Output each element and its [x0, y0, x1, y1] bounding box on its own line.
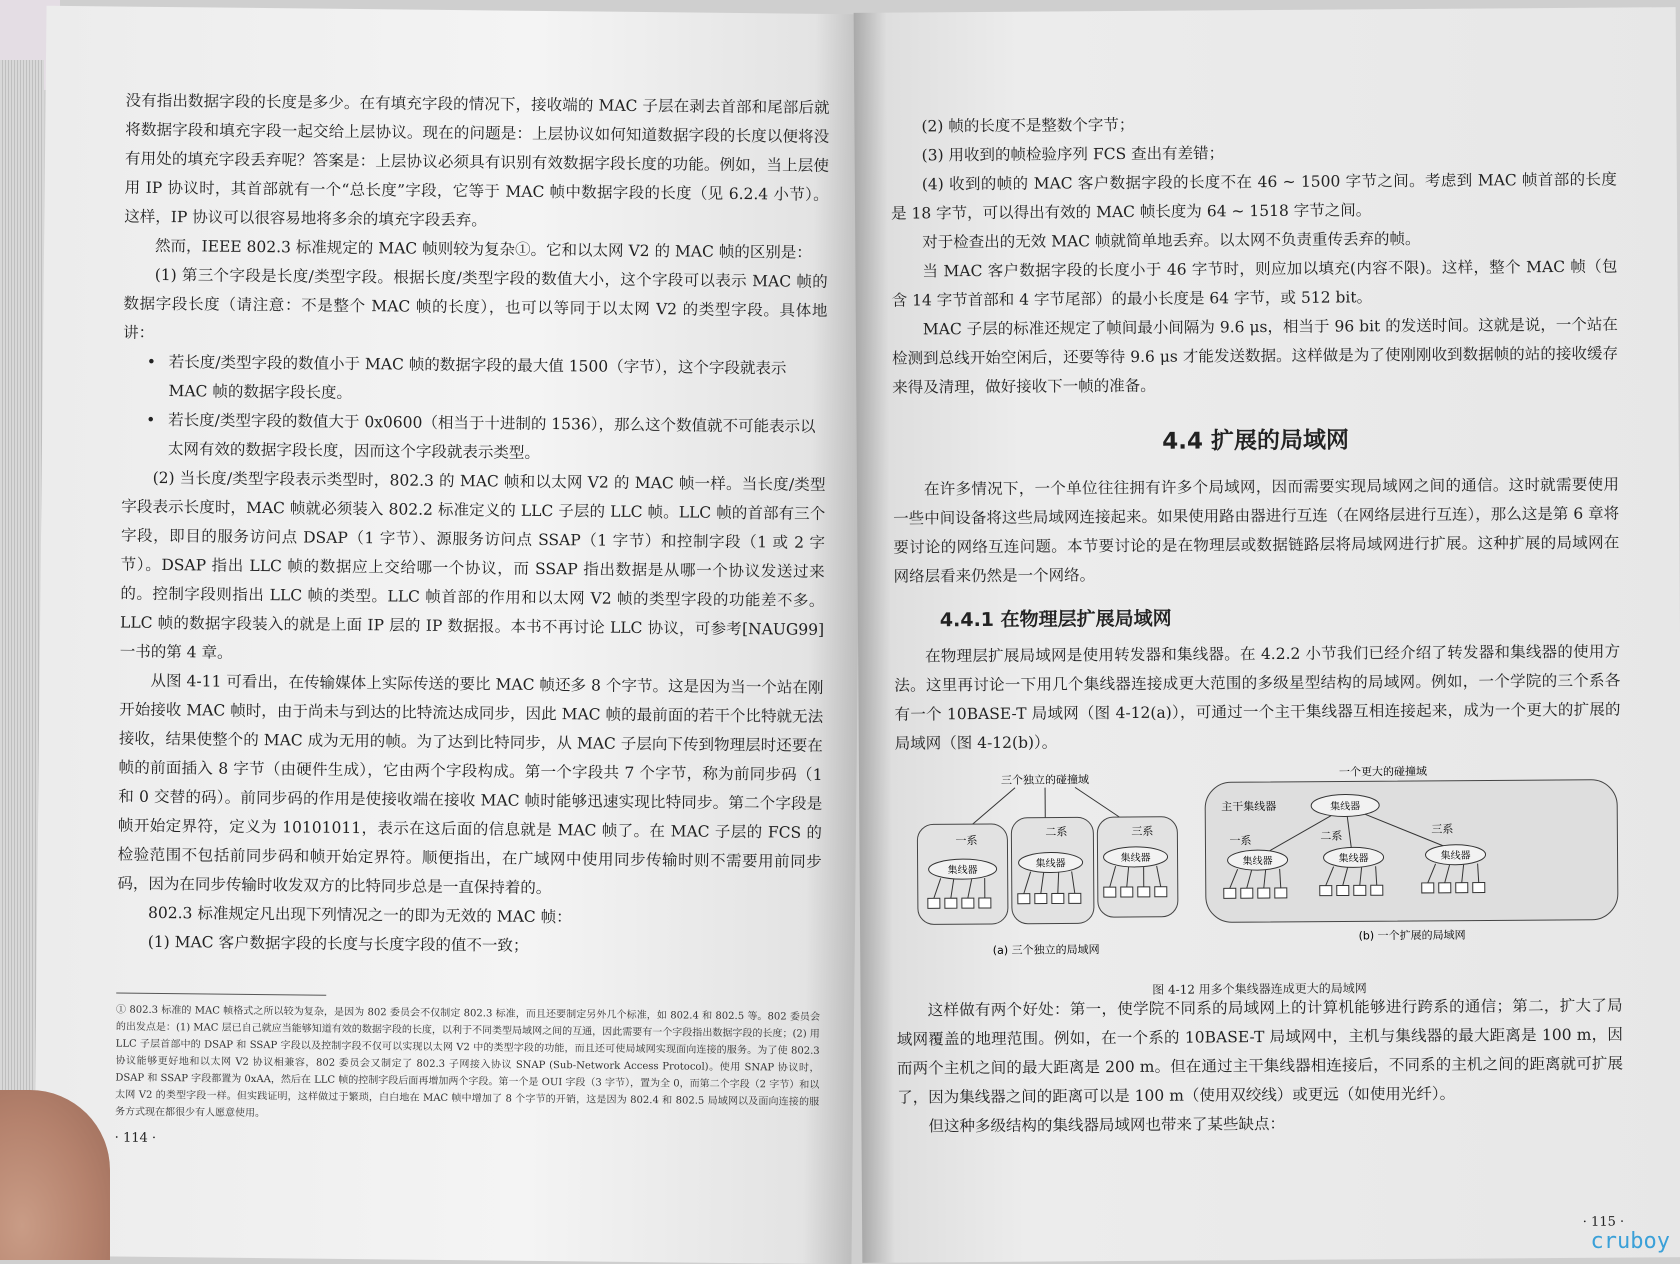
right-item-4: (4) 收到的帧的 MAC 客户数据字段的长度不在 46 ~ 1500 字节之间。考虑到 MAC 帧首部的长度是 18 字节，可以得出有效的 MAC 帧长度为 64 ~ 1518 字节之间。: [891, 166, 1617, 229]
hub-label: 集线器: [1440, 849, 1470, 862]
fig-a-caption: (a) 三个独立的局域网: [993, 942, 1100, 957]
pointer-line: [1075, 787, 1125, 821]
fig-b-caption: (b) 一个扩展的局域网: [1359, 928, 1466, 943]
page-number-left: · 114 ·: [115, 1131, 819, 1153]
dept-label: 二系: [1320, 828, 1342, 842]
right-paragraph-drawbacks: 但这种多级结构的集线器局域网也带来了某些缺点：: [897, 1108, 1623, 1142]
left-paragraph-1: 没有指出数据字段的长度是多少。在有填充字段的情况下，接收端的 MAC 子层在剥去首部和尾部后就将数据字段和填充字段一起交给上层协议。现在的问题是：上层协议如何知道数据字段的长度以便将没有用处的填充字段丢弃呢？答案是：上层协议必须具有识别有效数据字段长度的功能。例如，当上层使用 IP 协议时，其首部就有一个“总长度”字段，它等于 MAC 帧中数据字段的长度（见 6.2.4 小节）。这样，IP 协议可以很容易地将多余的填充字段丢弃。: [124, 87, 829, 239]
right-item-2: (2) 帧的长度不是整数个字节；: [890, 108, 1616, 142]
right-paragraph-discard: 对于检查出的无效 MAC 帧就简单地丢弃。以太网不负责重传丢弃的帧。: [891, 224, 1617, 258]
left-bullet-list: [122, 348, 827, 471]
section-title: 4.4 扩展的局域网: [893, 420, 1619, 458]
dept-label: 一系: [1229, 833, 1251, 847]
subsection-paragraph: 在物理层扩展局域网是使用转发器和集线器。在 4.2.2 小节我们已经介绍了转发器和集线器的使用方法。这里再讨论一下用几个集线器连接成更大范围的多级星型结构的局域网。例如，一个学院的三个系各有一个 10BASE-T 局域网（图 4-12(a)），可通过一个主干集线器互相连接起来，成为一个更大的扩展的局域网（图 4-12(b)）。: [894, 638, 1621, 759]
hub-label: 集线器: [1243, 854, 1273, 867]
dept-label: 三系: [1131, 824, 1153, 838]
lan-a-3: [1097, 817, 1178, 918]
left-paragraph-2: 然而，IEEE 802.3 标准规定的 MAC 帧则较为复杂①。它和以太网 V2 的 MAC 帧的区别是：: [124, 232, 828, 268]
left-paragraph-3: (1) 第三个字段是长度/类型字段。根据长度/类型字段的数值大小，这个字段可以表示 MAC 帧的数据字段长度（请注意：不是整个 MAC 帧的长度），也可以等同于以太网 V2 的类型字段。具体地讲：: [123, 261, 828, 355]
page-number-right: · 115 ·: [1583, 1215, 1624, 1230]
right-paragraph-benefits: 这样做有两个好处：第一，使学院不同系的局域网上的计算机能够进行跨系的通信；第二，扩大了局域网覆盖的地理范围。例如，在一个系的 10BASE-T 局域网中，主机与集线器的最大距离是 100 m，因而两个主机之间的最大距离是 200 m。但在通过主干集线器相连接后，不同系的主机之间的距离就可扩展了，因为集线器之间的距离可以是 100 m（使用双绞线）或更远（如使用光纤）。: [897, 992, 1624, 1113]
lan-a-2: [1011, 817, 1094, 924]
right-page: [854, 7, 1680, 1263]
fig-b-title: 一个更大的碰撞域: [1339, 764, 1427, 779]
list-item: • 若长度/类型字段的数值大于 0x0600（相当于十进制的 1536），那么这个数值就不可能表示以太网有效的数据字段长度，因而这个字段就表示类型。: [168, 406, 827, 471]
right-paragraph-gap: MAC 子层的标准还规定了帧间最小间隔为 9.6 μs，相当于 96 bit 的发送时间。这就是说，一个站在检测到总线开始空闲后，还要等待 9.6 μs 才能发送数据。这样做是为了使刚刚收到数据帧的站的接收缓存来得及清理，做好接收下一帧的准备。: [892, 311, 1619, 403]
footnote: ① 802.3 标准的 MAC 帧格式之所以较为复杂，是因为 802 委员会不仅制定 802.3 标准，而且还要制定另外几个标准，如 802.4 和 802.5 等。802 委员会的出发点是：(1) MAC 层已自己就应当能够知道有效的数据字段的长度，以利于不同类型局域网之间的互通，因此需要有一个字段指出数据字段的长度；(2) 用 LLC 子层首部中的 DSAP 和 SSAP 字段以及控制字段不仅可以实现以太网 V2 中的类型字段的功能，而且还可使局域网实现面向连接的服务。为了使 802.3 协议能够更好地和以太网 V2 协议相兼容，802 委员会又制定了 802.3 子网接入协议 SNAP (Sub-Network Access Protocol)。使用 SNAP 协议时，DSAP 和 SSAP 字段都置为 0xAA，然后在 LLC 帧的控制字段后面再增加两个字段。第一个是 OUI 字段（3 字节），置为全 0，而第二个字段（2 字节）和以太网 V2 的类型字段一样。但实践证明，这样做过于繁琐，白白地在 MAC 帧中增加了 8 个字节的开销，这是因为 802.4 和 802.5 局域网以及面向连接的服务方式现在都很少有人愿意使用。: [115, 1002, 820, 1128]
list-item: • 若长度/类型字段的数值小于 MAC 帧的数据字段的最大值 1500（字节），这个字段就表示 MAC 帧的数据字段长度。: [168, 348, 827, 413]
left-paragraph-6: 802.3 标准规定凡出现下列情况之一的即为无效的 MAC 帧：: [117, 899, 821, 935]
section-paragraph: 在许多情况下，一个单位往往拥有许多个局域网，因而需要实现局域网之间的通信。这时就需要使用一些中间设备将这些局域网连接起来。如果使用路由器进行互连（在网络层进行互连），那么这是第 6 章将要讨论的网络互连问题。本节要讨论的是在物理层或数据链路层将局域网进行扩展。这种扩展的局域网在网络层看来仍然是一个网络。: [893, 471, 1620, 592]
left-page: [33, 6, 864, 1264]
watermark: cruboy: [1591, 1229, 1670, 1254]
fig-a-title: 三个独立的碰撞域: [1001, 772, 1089, 787]
left-paragraph-5: 从图 4-11 可看出，在传输媒体上实际传送的要比 MAC 帧还多 8 个字节。这是因为当一个站在刚开始接收 MAC 帧时，由于尚未与到达的比特流达成同步，因此 MAC 帧的最前面的若干个比特就无法接收，结果使整个的 MAC 成为无用的帧。为了达到比特同步，从 MAC 子层向下传到物理层时还要在帧的前面插入 8 字节（由硬件生成），它由两个字段构成。第一个字段共 7 个字节，称为前同步码（1 和 0 交替的码）。前同步码的作用是使接收端在接收 MAC 帧时能够迅速实现比特同步。第二个字段是帧开始定界符，定义为 10101011，表示在这后面的信息就是 MAC 帧了。在 MAC 子层的 FCS 的检验范围不包括前同步码和帧开始定界符。顺便指出，在广域网中使用同步传输时则不需要用前同步码，因为在同步传输时收发双方的比特同步总是一直保持着的。: [117, 667, 823, 906]
footnote-divider: [116, 993, 326, 996]
subsection-title: 4.4.1 在物理层扩展局域网: [940, 601, 1620, 633]
figure-4-12: [895, 762, 1623, 997]
hub-label: 集线器: [1036, 856, 1066, 869]
network-diagram: [895, 762, 1622, 977]
dept-label: 一系: [955, 833, 977, 847]
pointer-line: [970, 788, 1015, 826]
hub-label: 集线器: [1121, 851, 1151, 864]
dept-label: 二系: [1045, 824, 1067, 838]
trunk-hub-label: 主干集线器: [1221, 799, 1276, 813]
left-paragraph-7: (1) MAC 客户数据字段的长度与长度字段的值不一致；: [117, 928, 821, 964]
figure-caption: 图 4-12 用多个集线器连成更大的局域网: [896, 978, 1622, 1000]
lan-a-1: [917, 824, 1008, 925]
left-paragraph-4: (2) 当长度/类型字段表示类型时，802.3 的 MAC 帧和以太网 V2 的 MAC 帧一样。当长度/类型字段表示长度时，MAC 帧就必须装入 802.2 标准定义的 LLC 子层的 LLC 帧。LLC 帧的首部有三个字段，即目的服务访问点 DSAP（1 字节）、源服务访问点 SSAP（1 字节）和控制字段（1 或 2 字节）。DSAP 指出 LLC 帧的数据应上交给哪一个协议，而 SSAP 指出数据是从哪一个协议发送过来的。控制字段则指出 LLC 帧的类型。LLC 帧首部的作用和以太网 V2 帧的类型字段的功能差不多。LLC 帧的数据字段装入的就是上面 IP 层的 IP 数据报。本书不再讨论 LLC 协议，可参考[NAUG99]一书的第 4 章。: [120, 464, 826, 674]
hub-label: 集线器: [1330, 799, 1360, 812]
right-item-3: (3) 用收到的帧检验序列 FCS 查出有差错；: [891, 137, 1617, 171]
hub-label: 集线器: [1339, 851, 1369, 864]
right-paragraph-padding: 当 MAC 客户数据字段的长度小于 46 字节时，则应加以填充(内容不限)。这样，整个 MAC 帧（包含 14 字节首部和 4 字节尾部）的最小长度是 64 字节，或 512 bit。: [891, 253, 1617, 316]
hub-label: 集线器: [948, 863, 978, 876]
dept-label: 三系: [1431, 822, 1453, 836]
